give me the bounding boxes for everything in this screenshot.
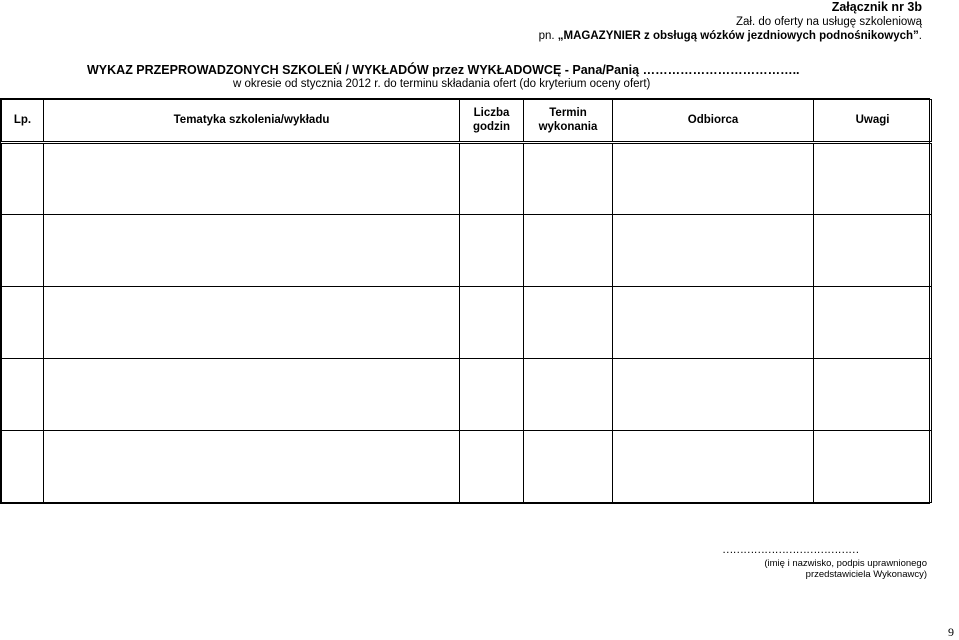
training-name-prefix: pn. [538, 30, 558, 42]
table-cell[interactable] [814, 359, 932, 431]
table-cell[interactable] [613, 215, 814, 287]
table-cell[interactable] [613, 431, 814, 503]
table-cell[interactable] [524, 359, 613, 431]
signature-caption-line1: (imię i nazwisko, podpis uprawnionego [764, 558, 927, 569]
table-cell[interactable] [524, 431, 613, 503]
training-name-suffix: . [918, 30, 922, 42]
page-number: 9 [948, 625, 954, 639]
trainings-table [0, 98, 930, 504]
document-subtitle: w okresie od stycznia 2012 r. do terminu składania ofert (do kryterium oceny ofert) [233, 78, 651, 90]
table-cell[interactable] [613, 287, 814, 359]
table-cell[interactable] [2, 287, 44, 359]
table-cell[interactable] [814, 431, 932, 503]
training-name: „MAGAZYNIER z obsługą wózków jezdniowych podnośnikowych” [557, 30, 919, 42]
table-cell[interactable] [2, 215, 44, 287]
table-row [2, 142, 932, 215]
table-cell[interactable] [814, 287, 932, 359]
table-cell[interactable] [44, 431, 460, 503]
column-header-topic: Tematyka szkolenia/wykładu [44, 100, 460, 143]
table-cell[interactable] [44, 142, 460, 215]
signature-caption-line2: przedstawiciela Wykonawcy) [805, 569, 927, 580]
table-header-row [2, 100, 932, 143]
table-cell[interactable] [460, 287, 524, 359]
table-cell[interactable] [524, 215, 613, 287]
table-cell[interactable] [524, 142, 613, 215]
table-cell[interactable] [613, 359, 814, 431]
table-cell[interactable] [524, 287, 613, 359]
table-row [2, 215, 932, 287]
table-cell[interactable] [2, 142, 44, 215]
offer-reference: Zał. do oferty na usługę szkoleniową [735, 16, 922, 28]
column-header-remarks: Uwagi [814, 100, 932, 143]
table-cell[interactable] [460, 431, 524, 503]
table-cell[interactable] [2, 359, 44, 431]
table-cell[interactable] [460, 359, 524, 431]
table-cell[interactable] [613, 142, 814, 215]
column-header-hours: Liczba godzin [460, 100, 524, 143]
training-name-line [539, 30, 922, 42]
signature-line: ………………………………… [722, 544, 859, 556]
attachment-label: Załącznik nr 3b [831, 0, 922, 14]
document-title: WYKAZ PRZEPROWADZONYCH SZKOLEŃ / WYKŁADÓW przez WYKŁADOWCĘ - Pana/Panią ……………………………….. [87, 63, 800, 77]
table-cell[interactable] [44, 359, 460, 431]
table-cell[interactable] [814, 215, 932, 287]
table-cell[interactable] [2, 431, 44, 503]
table-row [2, 287, 932, 359]
table-cell[interactable] [814, 142, 932, 215]
column-header-recipient: Odbiorca [613, 100, 814, 143]
table-cell[interactable] [44, 287, 460, 359]
table-row [2, 359, 932, 431]
column-header-lp: Lp. [2, 100, 44, 143]
column-header-date: Termin wykonania [524, 100, 613, 143]
table-row [2, 431, 932, 503]
table-cell[interactable] [460, 215, 524, 287]
table-cell[interactable] [44, 215, 460, 287]
table-cell[interactable] [460, 142, 524, 215]
